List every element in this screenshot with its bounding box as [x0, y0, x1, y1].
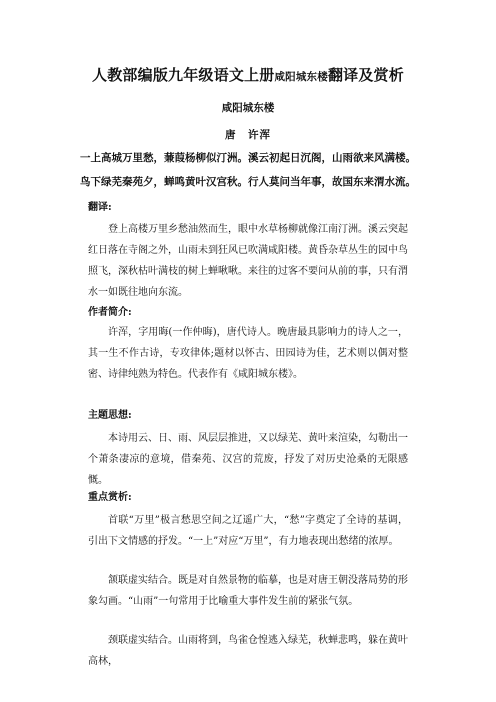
document-title [0, 64, 496, 85]
appreciation-paragraph-3: 颈联虚实结合。山雨将到，鸟雀仓惶逃入绿芜，秋蝉悲鸣，躲在黄叶高林， [88, 635, 408, 667]
appreciation-heading: 重点赏析: [88, 492, 132, 503]
title-main: 人教部编版九年级语文上册 [92, 66, 275, 84]
poem-line-1: 一上高城万里愁，蒹葭杨柳似汀洲。溪云初起日沉阁，山雨欲来风满楼。 [80, 152, 416, 164]
translation-paragraph: 登上高楼万里乡愁油然而生，眼中水草杨柳就像江南汀洲。溪云突起红日落在寺阁之外，山雨未到狂风已吹满咸阳楼。黄昏杂草丛生的园中鸟照飞，深秋枯叶满枝的树上蝉啾啾。来往的过客不要问从前的事，只有渭水一如既往地向东流。 [88, 224, 408, 298]
title-end: 翻译及赏析 [327, 66, 404, 84]
author-intro-heading: 作者简介: [88, 307, 132, 318]
title-poem-name: 咸阳城东楼 [274, 71, 328, 83]
appreciation-paragraph-2: 颔联虚实结合。既是对自然景物的临摹，也是对唐王朝没落局势的形象勾画。“山雨”一句常用于比喻重大事件发生前的紧张气氛。 [88, 575, 408, 607]
theme-heading: 主题思想: [88, 410, 132, 421]
appreciation-paragraph-1: 首联“万里”极言愁思空间之辽遥广大，“愁”字奠定了全诗的基调，引出下文情感的抒发。“一上”对应“万里”，有力地表现出愁绪的浓厚。 [88, 515, 408, 547]
author-intro-paragraph: 许浑，字用晦(一作仲晦)，唐代诗人。晚唐最具影响力的诗人之一，其一生不作古诗，专攻律体;题材以怀古、田园诗为佳，艺术则以偶对整密、诗律纯熟为特色。代表作有《咸阳城东楼》。 [88, 327, 408, 380]
theme-paragraph: 本诗用云、日、雨、风层层推进，又以绿芜、黄叶来渲染，勾勒出一个萧条凄凉的意境，借秦苑、汉宫的荒废，抒发了对历史沧桑的无限感慨。 [88, 433, 408, 486]
translation-heading: 翻译: [88, 202, 112, 213]
poem-title: 咸阳城东楼 [221, 102, 275, 114]
poem-author: 唐 许浑 [225, 129, 271, 141]
poem-line-2: 鸟下绿芜秦苑夕，蝉鸣黄叶汉宫秋。行人莫问当年事，故国东来渭水流。 [80, 176, 416, 188]
